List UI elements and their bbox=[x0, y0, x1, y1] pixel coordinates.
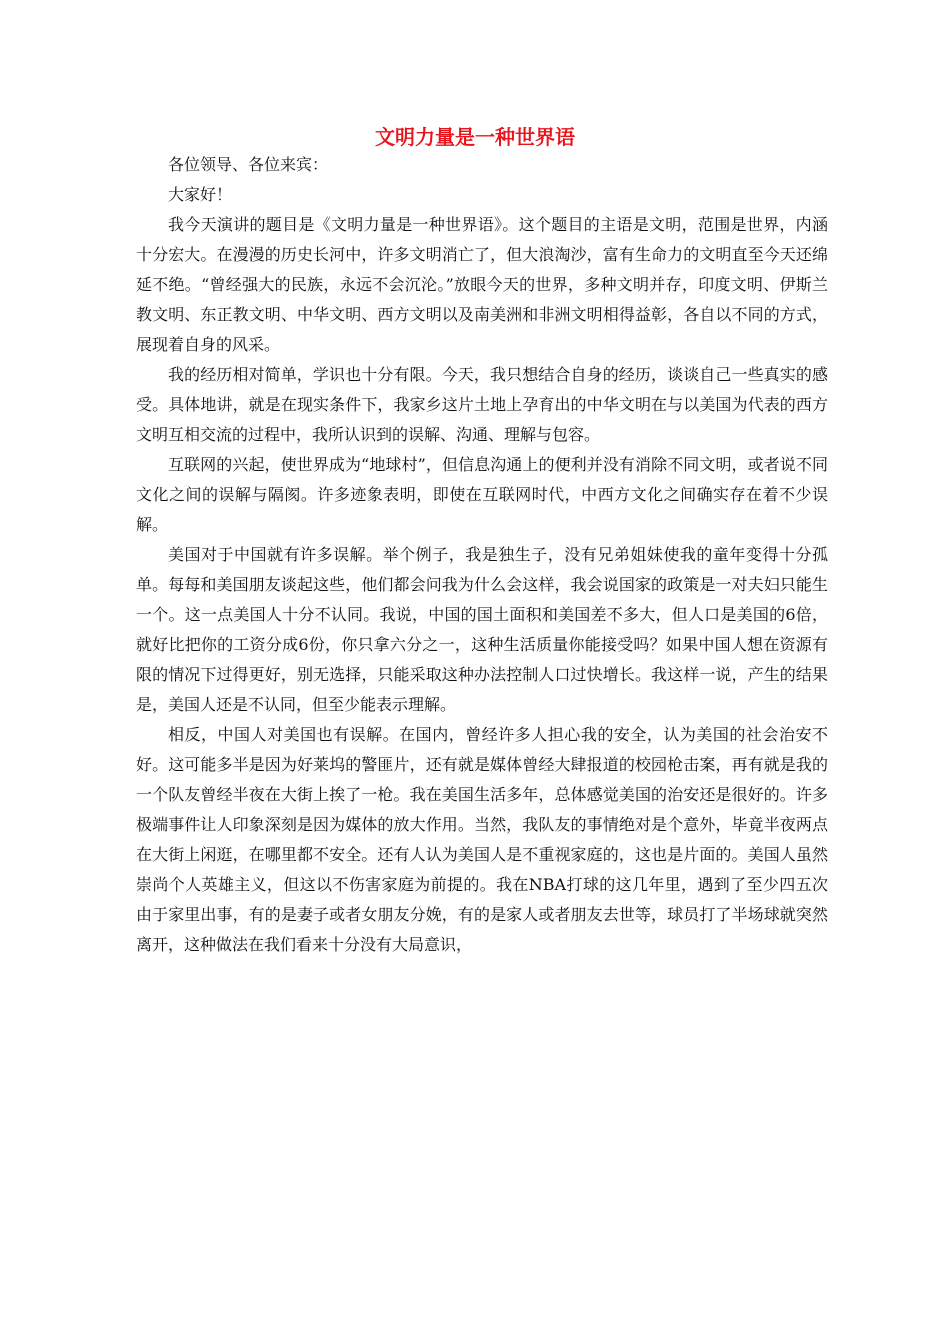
document-body bbox=[136, 150, 828, 960]
paragraph-internet: 互联网的兴起，使世界成为“地球村”，但信息沟通上的便利并没有消除不同文明，或者说不同文化之间的误解与隔阂。许多迹象表明，即使在互联网时代，中西方文化之间确实存在着不少误解。 bbox=[136, 455, 828, 534]
paragraph-american-misunderstanding: 美国对于中国就有许多误解。举个例子，我是独生子，没有兄弟姐妹使我的童年变得十分孤单。每每和美国朋友谈起这些，他们都会问我为什么会这样，我会说国家的政策是一对夫妇只能生一个。这一点美国人十分不认同。我说，中国的国土面积和美国差不多大，但人口是美国的6倍，就好比把你的工资分成6份，你只拿六分之一，这种生活质量你能接受吗？如果中国人想在资源有限的情况下过得更好，别无选择，只能采取这种办法控制人口过快增长。我这样一说，产生的结果是，美国人还是不认同，但至少能表示理解。 bbox=[136, 545, 828, 714]
paragraph-experience: 我的经历相对简单，学识也十分有限。今天，我只想结合自身的经历，谈谈自己一些真实的感受。具体地讲，就是在现实条件下，我家乡这片土地上孕育出的中华文明在与以美国为代表的西方文明互相交流的过程中，我所认识到的误解、沟通、理解与包容。 bbox=[136, 365, 828, 444]
document-title: 文明力量是一种世界语 bbox=[375, 125, 575, 149]
paragraph-chinese-misunderstanding: 相反，中国人对美国也有误解。在国内，曾经许多人担心我的安全，认为美国的社会治安不好。这可能多半是因为好莱坞的警匪片，还有就是媒体曾经大肆报道的校园枪击案，再有就是我的一个队友曾经半夜在大街上挨了一枪。我在美国生活多年，总体感觉美国的治安还是很好的。许多极端事件让人印象深刻是因为媒体的放大作用。当然，我队友的事情绝对是个意外，毕竟半夜两点在大街上闲逛，在哪里都不安全。还有人认为美国人是不重视家庭的，这也是片面的。美国人虽然崇尚个人英雄主义，但这以不伤害家庭为前提的。我在NBA打球的这几年里，遇到了至少四五次由于家里出事，有的是妻子或者女朋友分娩，有的是家人或者朋友去世等，球员打了半场球就突然离开，这种做法在我们看来十分没有大局意识， bbox=[136, 725, 828, 954]
paragraph-greeting: 大家好！ bbox=[168, 185, 233, 204]
paragraph-salutation: 各位领导、各位来宾： bbox=[168, 155, 329, 174]
paragraph-intro: 我今天演讲的题目是《文明力量是一种世界语》。这个题目的主语是文明，范围是世界，内涵十分宏大。在漫漫的历史长河中，许多文明消亡了，但大浪淘沙，富有生命力的文明直至今天还绵延不绝。“曾经强大的民族，永远不会沉沦。”放眼今天的世界，多种文明并存，印度文明、伊斯兰教文明、东正教文明、中华文明、西方文明以及南美洲和非洲文明相得益彰，各自以不同的方式，展现着自身的风采。 bbox=[136, 215, 828, 354]
